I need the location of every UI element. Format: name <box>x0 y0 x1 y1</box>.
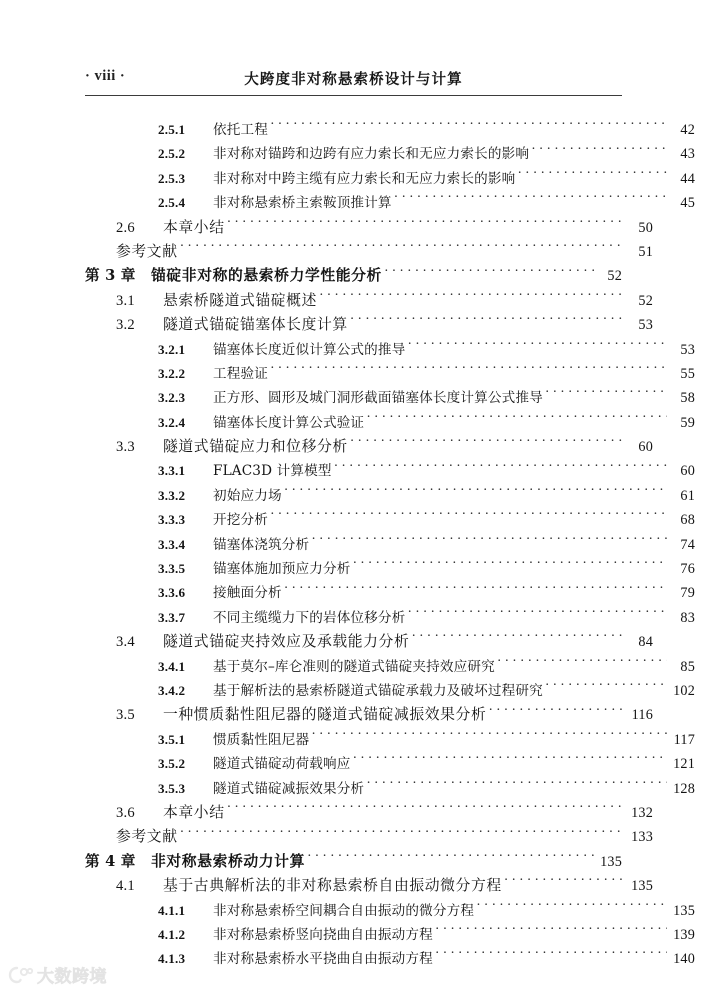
toc-entry-title: 依托工程 <box>213 122 268 138</box>
dot-leader <box>334 461 667 475</box>
toc-entry-page-number: 132 <box>631 804 653 821</box>
toc-entry-page-number: 60 <box>680 463 695 480</box>
dot-leader <box>307 852 594 866</box>
toc-entry-number: 3.3.3 <box>158 512 186 528</box>
toc-entry-page-number: 60 <box>638 439 653 456</box>
toc-entry-row[interactable] <box>85 533 695 557</box>
dot-leader <box>407 339 667 353</box>
toc-entry-number: 3.5.3 <box>158 780 186 796</box>
toc-entry-page-number: 43 <box>680 146 695 163</box>
toc-entry-row[interactable] <box>85 777 695 801</box>
dot-leader <box>531 144 667 158</box>
toc-entry-page-number: 135 <box>673 902 695 919</box>
toc-entry-row[interactable] <box>85 362 695 386</box>
toc-entry-number: 2.5.1 <box>158 122 186 137</box>
toc-entry-page-number: 139 <box>673 926 695 943</box>
toc-entry-page-number: 59 <box>680 414 695 431</box>
toc-entry-page-number: 79 <box>680 585 695 602</box>
dot-leader <box>311 534 667 548</box>
toc-entry-page-number: 83 <box>680 609 695 626</box>
toc-entry-row[interactable] <box>85 313 653 337</box>
toc-entry-row[interactable] <box>85 874 653 898</box>
toc-entry-page-number: 44 <box>680 170 695 187</box>
dot-leader <box>180 827 625 841</box>
header-rule <box>85 95 622 96</box>
toc-entry-row[interactable] <box>85 167 695 191</box>
toc-entry-row[interactable] <box>85 142 695 166</box>
toc-entry-page-number: 76 <box>680 561 695 578</box>
toc-entry-row[interactable] <box>85 630 653 654</box>
toc-entry-number: 3.3.6 <box>158 585 186 601</box>
toc-entry-row[interactable] <box>85 338 695 362</box>
dot-leader <box>180 242 625 256</box>
toc-entry-row[interactable] <box>85 606 695 630</box>
toc-entry-number: 4.1 <box>116 878 135 895</box>
dot-leader <box>545 681 667 695</box>
dot-leader <box>407 608 667 622</box>
toc-entry-page-number: 61 <box>680 487 695 504</box>
spiral-logo-icon <box>8 965 34 985</box>
toc-entry-title: 惯质黏性阻尼器 <box>213 731 310 748</box>
toc-entry-page-number: 102 <box>673 682 695 699</box>
toc-entry-title: 悬索桥隧道式锚碇概述 <box>163 291 317 309</box>
dot-leader <box>284 583 667 597</box>
toc-entry-row[interactable] <box>85 508 695 532</box>
toc-entry-title: 非对称悬索桥主索鞍顶推计算 <box>213 195 392 212</box>
toc-entry-row[interactable] <box>85 679 695 703</box>
toc-entry-row[interactable] <box>85 484 695 508</box>
toc-entry-title: 非对称悬索桥动力计算 <box>151 852 305 870</box>
toc-entry-page-number: 53 <box>638 317 653 334</box>
toc-entry-number: 3.6 <box>116 804 135 821</box>
dot-leader <box>497 656 667 670</box>
dot-leader <box>504 876 625 890</box>
table-of-contents <box>85 118 695 972</box>
dot-leader <box>227 803 625 817</box>
toc-entry-number: 第 4 章 <box>85 852 136 870</box>
toc-chapter-row[interactable] <box>85 264 622 288</box>
toc-entry-number: 3.2.1 <box>158 341 186 357</box>
toc-entry-row[interactable] <box>85 752 695 776</box>
toc-entry-page-number: 50 <box>638 219 653 236</box>
toc-entry-row[interactable] <box>85 557 695 581</box>
book-title: 大跨度非对称悬索桥设计与计算 <box>244 71 463 88</box>
toc-entry-page-number: 68 <box>680 512 695 529</box>
toc-entry-page-number: 52 <box>638 292 653 309</box>
toc-entry-row[interactable] <box>85 191 695 215</box>
toc-entry-number: 第 3 章 <box>85 267 136 285</box>
toc-entry-page-number: 52 <box>607 268 622 285</box>
toc-entry-title: 隧道式锚碇减振效果分析 <box>213 780 365 797</box>
dot-leader <box>394 193 667 207</box>
toc-entry-page-number: 117 <box>673 731 695 748</box>
toc-entry-title: 锚塞体浇筑分析 <box>213 536 310 553</box>
toc-entry-page-number: 128 <box>673 780 695 797</box>
toc-entry-title: 锚塞体长度近似计算公式的推导 <box>213 341 406 358</box>
toc-entry-number: 3.4.1 <box>158 658 186 674</box>
watermark-text: 大数跨境 <box>37 967 107 987</box>
dot-leader <box>270 510 667 524</box>
toc-entry-number: 3.5.2 <box>158 756 186 772</box>
dot-leader <box>319 291 625 305</box>
page-folio: · viii · <box>85 68 126 84</box>
toc-entry-title: 开挖分析 <box>213 512 268 529</box>
toc-entry-page-number: 121 <box>673 756 695 773</box>
toc-entry-number: 3.3.7 <box>158 609 186 625</box>
toc-entry-title: 本章小结 <box>163 218 225 236</box>
toc-entry-title: 隧道式锚碇锚塞体长度计算 <box>163 316 348 334</box>
dot-leader <box>311 730 667 744</box>
toc-entry-title: 正方形、圆形及城门洞形截面锚塞体长度计算公式推导 <box>213 390 543 407</box>
toc-entry-row[interactable] <box>85 801 653 825</box>
toc-entry-title: 非对称悬索桥水平挠曲自由振动方程 <box>213 951 433 968</box>
dot-leader <box>435 949 667 963</box>
toc-entry-page-number: 55 <box>680 365 695 382</box>
dot-leader <box>227 217 625 231</box>
dot-leader <box>517 169 667 183</box>
running-header <box>85 68 622 94</box>
toc-entry-page-number: 45 <box>680 195 695 212</box>
toc-entry-row[interactable] <box>85 386 695 410</box>
toc-chapter-row[interactable] <box>85 850 622 874</box>
toc-entry-page-number: 84 <box>638 634 653 651</box>
toc-entry-row[interactable] <box>85 655 695 679</box>
dot-leader <box>384 266 594 280</box>
dot-leader <box>435 925 667 939</box>
dot-leader <box>270 120 667 134</box>
dot-leader <box>545 388 667 402</box>
toc-entry-number: 3.4.2 <box>158 682 186 698</box>
toc-entry-title: 非对称悬索桥空间耦合自由振动的微分方程 <box>213 902 475 919</box>
toc-entry-number: 3.2 <box>116 317 135 334</box>
toc-entry-page-number: 135 <box>600 853 622 870</box>
toc-entry-title: 锚塞体长度计算公式验证 <box>213 414 365 431</box>
toc-entry-number: 3.2.3 <box>158 390 186 406</box>
toc-entry-row[interactable] <box>85 118 695 142</box>
dot-leader <box>476 900 667 914</box>
toc-entry-page-number: 51 <box>638 243 653 260</box>
toc-entry-page-number: 85 <box>680 658 695 675</box>
toc-entry-page-number: 58 <box>680 390 695 407</box>
toc-entry-number: 3.2.2 <box>158 365 186 381</box>
toc-entry-row[interactable] <box>85 240 653 264</box>
toc-entry-row[interactable] <box>85 411 695 435</box>
toc-entry-title: 初始应力场 <box>213 487 282 504</box>
toc-entry-title: 接触面分析 <box>213 585 282 602</box>
toc-entry-page-number: 133 <box>631 829 653 846</box>
toc-entry-number: 3.3 <box>116 439 135 456</box>
toc-entry-page-number: 53 <box>680 341 695 358</box>
toc-entry-number: 3.5.1 <box>158 731 186 747</box>
dot-leader <box>366 778 667 792</box>
toc-entry-page-number: 42 <box>680 122 695 138</box>
dot-leader <box>411 632 625 646</box>
toc-entry-title: 一种惯质黏性阻尼器的隧道式锚碇减振效果分析 <box>163 706 487 724</box>
toc-entry-row[interactable] <box>85 923 695 947</box>
toc-entry-number: 4.1.2 <box>158 926 186 942</box>
toc-entry-number: 2.5.4 <box>158 195 186 211</box>
toc-entry-title: 基于古典解析法的非对称悬索桥自由振动微分方程 <box>163 877 502 895</box>
toc-entry-title: 锚塞体施加预应力分析 <box>213 561 351 578</box>
toc-entry-row[interactable] <box>85 825 653 849</box>
toc-entry-title: 基于解析法的悬索桥隧道式锚碇承载力及破坏过程研究 <box>213 682 543 699</box>
toc-entry-row[interactable] <box>85 581 695 605</box>
toc-entry-title: 参考文献 <box>116 828 178 846</box>
toc-entry-title: 参考文献 <box>116 242 178 260</box>
toc-entry-page-number: 135 <box>631 878 653 895</box>
dot-leader <box>488 705 625 719</box>
toc-entry-row[interactable] <box>85 459 695 483</box>
toc-entry-number: 3.2.4 <box>158 414 186 430</box>
toc-entry-row[interactable] <box>85 435 653 459</box>
toc-entry-number: 3.3.2 <box>158 487 186 503</box>
toc-entry-title: 隧道式锚碇夹持效应及承载能力分析 <box>163 633 410 651</box>
toc-entry-row[interactable] <box>85 703 653 727</box>
toc-entry-row[interactable] <box>85 289 653 313</box>
toc-entry-number: 3.5 <box>116 707 135 724</box>
toc-entry-title: 锚碇非对称的悬索桥力学性能分析 <box>151 267 382 285</box>
toc-entry-page-number: 116 <box>631 707 653 724</box>
toc-entry-title: 非对称对锚跨和边跨有应力索长和无应力索长的影响 <box>213 146 530 163</box>
dot-leader <box>366 413 667 427</box>
dot-leader <box>350 315 625 329</box>
toc-entry-title: 非对称对中跨主缆有应力索长和无应力索长的影响 <box>213 170 516 187</box>
toc-entry-title: 隧道式锚碇动荷载响应 <box>213 756 351 773</box>
toc-entry-title: 工程验证 <box>213 365 268 382</box>
toc-entry-row[interactable] <box>85 216 653 240</box>
dot-leader <box>352 559 667 573</box>
toc-entry-title: 本章小结 <box>163 803 225 821</box>
toc-entry-title: 非对称悬索桥竖向挠曲自由振动方程 <box>213 926 433 943</box>
dot-leader <box>350 437 625 451</box>
dot-leader <box>270 364 667 378</box>
toc-entry-title: 基于莫尔–库仑准则的隧道式锚碇夹持效应研究 <box>213 658 495 675</box>
toc-entry-row[interactable] <box>85 728 695 752</box>
toc-entry-number: 3.4 <box>116 634 135 651</box>
toc-entry-number: 3.1 <box>116 292 135 309</box>
toc-entry-title: 隧道式锚碇应力和位移分析 <box>163 438 348 456</box>
toc-entry-row[interactable] <box>85 947 695 971</box>
dot-leader <box>284 486 667 500</box>
toc-entry-row[interactable] <box>85 899 695 923</box>
toc-entry-number: 4.1.1 <box>158 902 186 918</box>
dot-leader <box>352 754 667 768</box>
toc-entry-title: FLAC3D 计算模型 <box>213 463 332 480</box>
toc-entry-number: 2.5.3 <box>158 170 186 186</box>
toc-entry-title: 不同主缆缆力下的岩体位移分析 <box>213 609 406 626</box>
toc-entry-number: 2.5.2 <box>158 146 186 162</box>
toc-entry-number: 3.3.1 <box>158 463 186 479</box>
toc-entry-number: 3.3.5 <box>158 561 186 577</box>
toc-entry-page-number: 74 <box>680 536 695 553</box>
toc-entry-page-number: 140 <box>673 951 695 968</box>
toc-entry-number: 2.6 <box>116 219 135 236</box>
toc-entry-number: 3.3.4 <box>158 536 186 552</box>
toc-entry-number: 4.1.3 <box>158 951 186 967</box>
